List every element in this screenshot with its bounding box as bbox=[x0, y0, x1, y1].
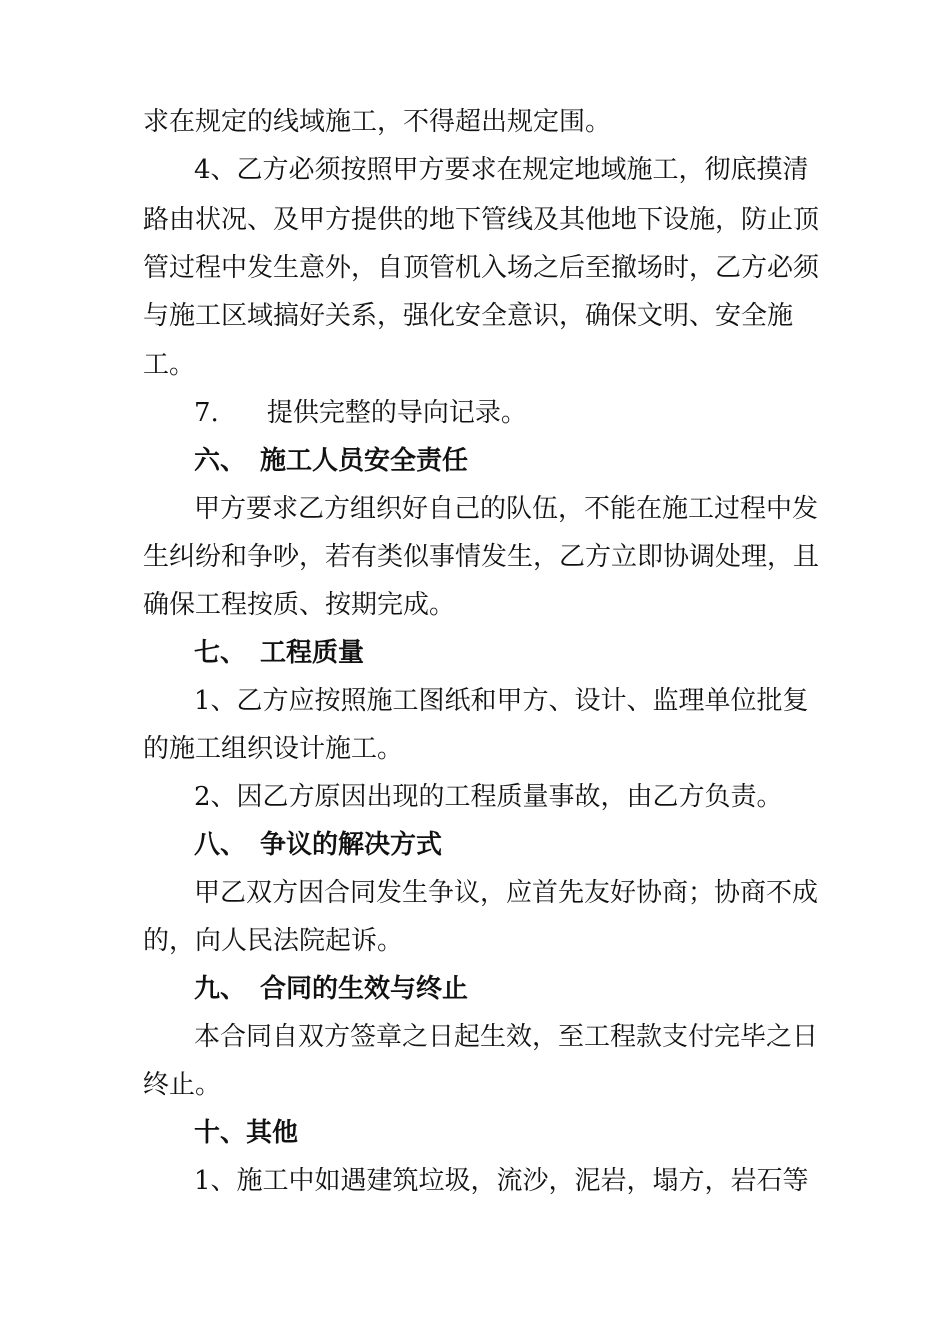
paragraph-line: 终止。 bbox=[143, 1070, 222, 1100]
section-title: 合同的生效与终止 bbox=[260, 974, 469, 1004]
clause-4-line: 4、乙方必须按照甲方要求在规定地域施工，彻底摸清 bbox=[194, 155, 809, 185]
section-number: 七、 bbox=[194, 638, 247, 668]
paragraph-line: 工。 bbox=[143, 350, 196, 380]
section-heading-10: 十、其他 bbox=[194, 1118, 299, 1148]
section-number: 八、 bbox=[194, 830, 247, 860]
clause-2-line: 2、因乙方原因出现的工程质量事故，由乙方负责。 bbox=[194, 782, 783, 812]
section-heading-9 bbox=[194, 974, 824, 1004]
paragraph-line: 甲乙双方因合同发生争议，应首先友好协商；协商不成 bbox=[194, 878, 819, 908]
section-heading-8 bbox=[194, 830, 824, 860]
paragraph-line: 确保工程按质、按期完成。 bbox=[143, 590, 456, 620]
paragraph-line: 的，向人民法院起诉。 bbox=[143, 926, 404, 956]
section-number: 九、 bbox=[194, 974, 247, 1004]
paragraph-line: 甲方要求乙方组织好自己的队伍，不能在施工过程中发 bbox=[194, 494, 819, 524]
paragraph-line: 本合同自双方签章之日起生效，至工程款支付完毕之日 bbox=[194, 1022, 819, 1052]
section-title: 工程质量 bbox=[260, 638, 365, 668]
section-heading-6 bbox=[194, 446, 824, 476]
paragraph-line: 生纠纷和争吵，若有类似事情发生，乙方立即协调处理，且 bbox=[143, 542, 820, 572]
section-title: 争议的解决方式 bbox=[260, 830, 443, 860]
clause-text: 提供完整的导向记录。 bbox=[266, 398, 527, 428]
paragraph-line: 求在规定的线域施工，不得超出规定围。 bbox=[143, 107, 612, 137]
clause-number: 7. bbox=[194, 398, 219, 428]
paragraph-line: 路由状况、及甲方提供的地下管线及其他地下设施，防止顶 bbox=[143, 205, 820, 235]
section-title: 施工人员安全责任 bbox=[260, 446, 469, 476]
paragraph-line: 管过程中发生意外，自顶管机入场之后至撤场时，乙方必须 bbox=[143, 253, 820, 283]
paragraph-line: 与施工区域搞好关系，强化安全意识，确保文明、安全施 bbox=[143, 301, 794, 331]
clause-7-line bbox=[194, 398, 824, 428]
paragraph-line: 的施工组织设计施工。 bbox=[143, 734, 404, 764]
clause-1-line: 1、施工中如遇建筑垃圾，流沙，泥岩，塌方，岩石等 bbox=[194, 1166, 809, 1196]
section-heading-7 bbox=[194, 638, 824, 668]
clause-1-line: 1、乙方应按照施工图纸和甲方、设计、监理单位批复 bbox=[194, 686, 809, 716]
section-number: 六、 bbox=[194, 446, 247, 476]
